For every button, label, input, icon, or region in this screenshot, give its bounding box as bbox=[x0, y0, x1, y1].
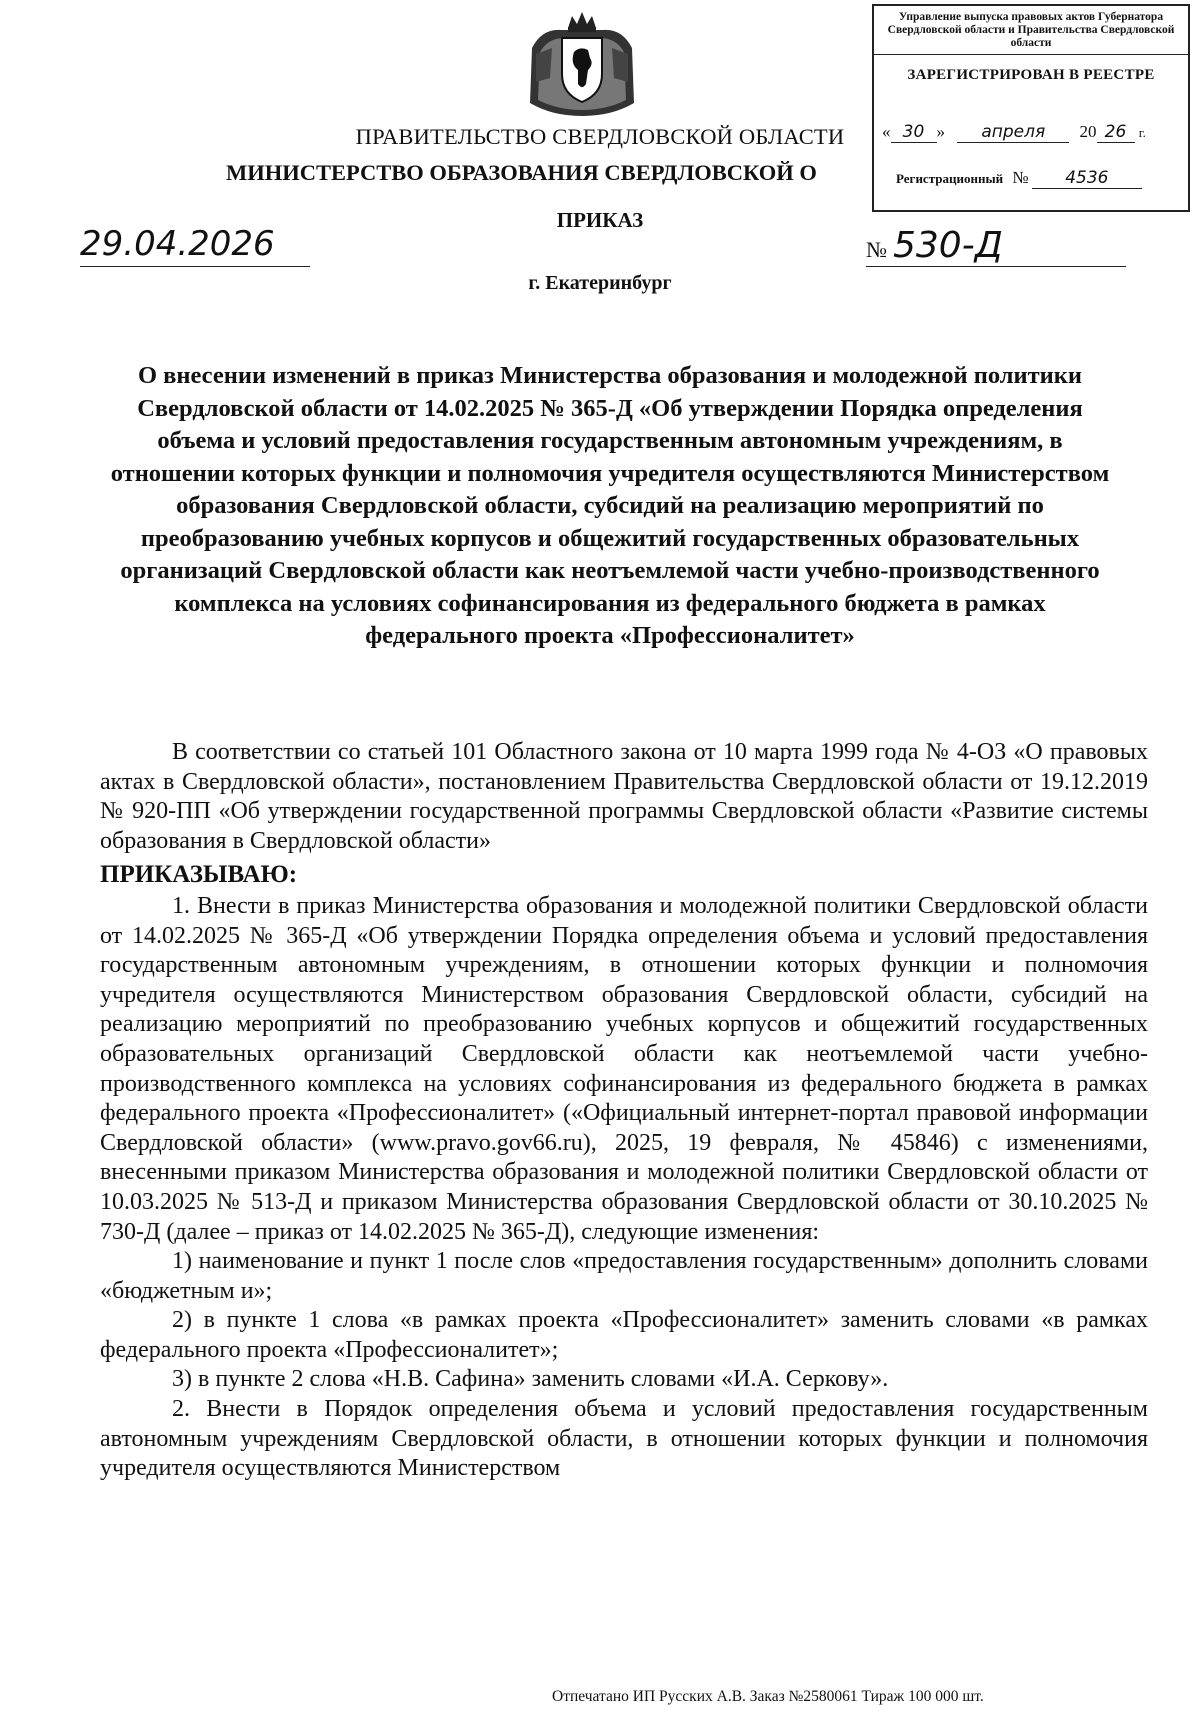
document-type: ПРИКАЗ bbox=[556, 208, 644, 232]
stamp-close-quote: » bbox=[936, 122, 945, 141]
order-date-handwritten: 29.04.2026 bbox=[80, 226, 310, 267]
subitem-3-paragraph: 3) в пункте 2 слова «Н.В. Сафина» заменить словами «И.А. Серкову». bbox=[172, 1366, 889, 1393]
ministry-title: МИНИСТЕРСТВО ОБРАЗОВАНИЯ СВЕРДЛОВСКОЙ О bbox=[226, 160, 817, 185]
print-footer: Отпечатано ИП Русских А.В. Заказ №2580061 Тираж 100 000 шт. bbox=[552, 1688, 984, 1705]
stamp-reg-number-label: Регистрационный bbox=[896, 171, 1004, 186]
document-title: О внесении изменений в приказ Министерства образования и молодежной политики Свердловской области от 14.02.2025 № 365-Д «Об утверждении Порядка определения объема и условий предоставления государственным автономным учреждениям, в отношении которых функции и полномочия учредителя осуществляются Министерством образования Свердловской области, субсидий на реализацию мероприятий по преобразованию учебных корпусов и общежитий государственных образовательных организаций Свердловской области как неотъемлемой части учебно-производственного комплекса на условиях софинансирования из федерального бюджета в рамках федерального проекта «Профессионалитет» bbox=[110, 362, 1110, 649]
stamp-number-sign: № bbox=[1012, 168, 1029, 187]
stamp-open-quote: « bbox=[882, 122, 891, 141]
government-title: ПРАВИТЕЛЬСТВО СВЕРДЛОВСКОЙ ОБЛАСТИ bbox=[355, 124, 845, 149]
coat-of-arms-emblem bbox=[522, 8, 642, 118]
item-1-paragraph: 1. Внести в приказ Министерства образования и молодежной политики Свердловской области от 14.02.2025 № 365-Д «Об утверждении Порядка определения объема и условий предоставления государственным автономным учреждениям, в отношении которых функции и полномочия учредителя осуществляются Министерством образования Свердловской области, субсидий на реализацию мероприятий по преобразованию учебных корпусов и общежитий государственных образовательных организаций Свердловской области как неотъемлемой части учебно-производственного комплекса на условиях софинансирования из федерального бюджета в рамках федерального проекта «Профессионалитет» («Официальный интернет-портал правовой информации Свердловской области» (www.pravo.gov66.ru), 2025, 19 февраля, № 45846) с изменениями, внесенными приказом Министерства образования и молодежной политики Свердловской области от 10.03.2025 № 513-Д и приказом Министерства образования Свердловской области от 30.10.2025 № 730-Д (далее – приказ от 14.02.2025 № 365-Д), следующие изменения: bbox=[100, 892, 1148, 1245]
stamp-year-prefix: 20 bbox=[1079, 122, 1097, 141]
subitem-2-paragraph: 2) в пункте 1 слова «в рамках проекта «Профессионалитет» заменить словами «в рамках федерального проекта «Профессионалитет»; bbox=[100, 1307, 1148, 1363]
preamble-paragraph: В соответствии со статьей 101 Областного закона от 10 марта 1999 года № 4-ОЗ «О правовых актах в Свердловской области», постановлением Правительства Свердловской области от 19.12.2019 № 920-ПП «Об утверждении государственной программы Свердловской области «Развитие системы образования в Свердловской области» bbox=[100, 739, 1148, 854]
city-line: г. Екатеринбург bbox=[528, 272, 672, 294]
stamp-reg-number: 4536 bbox=[1032, 168, 1142, 189]
order-word: ПРИКАЗЫВАЮ: bbox=[100, 861, 298, 889]
stamp-month: апреля bbox=[957, 122, 1069, 143]
stamp-registered-label: ЗАРЕГИСТРИРОВАН В РЕЕСТРЕ bbox=[907, 67, 1155, 83]
stamp-day: 30 bbox=[891, 122, 937, 143]
order-number-sign: № bbox=[866, 237, 887, 262]
order-number-handwritten: 530-Д bbox=[893, 225, 1003, 266]
item-2-paragraph: 2. Внести в Порядок определения объема и условий предоставления государственным автономным учреждениям Свердловской области, в отношении которых функции и полномочия учредителя осуществляются Министерством bbox=[100, 1396, 1148, 1482]
registration-stamp bbox=[872, 4, 1190, 212]
stamp-header: Управление выпуска правовых актов Губернатора Свердловской области и Правительства Свердловской области bbox=[874, 6, 1188, 55]
order-number-field bbox=[866, 226, 1126, 267]
subitem-1-paragraph: 1) наименование и пункт 1 после слов «предоставления государственным» дополнить словами «бюджетным и»; bbox=[100, 1248, 1148, 1304]
stamp-year-suffix: 26 bbox=[1097, 122, 1135, 143]
document-body bbox=[100, 738, 1148, 1484]
stamp-year-unit: г. bbox=[1138, 125, 1146, 140]
stamp-number-line bbox=[896, 168, 1142, 189]
